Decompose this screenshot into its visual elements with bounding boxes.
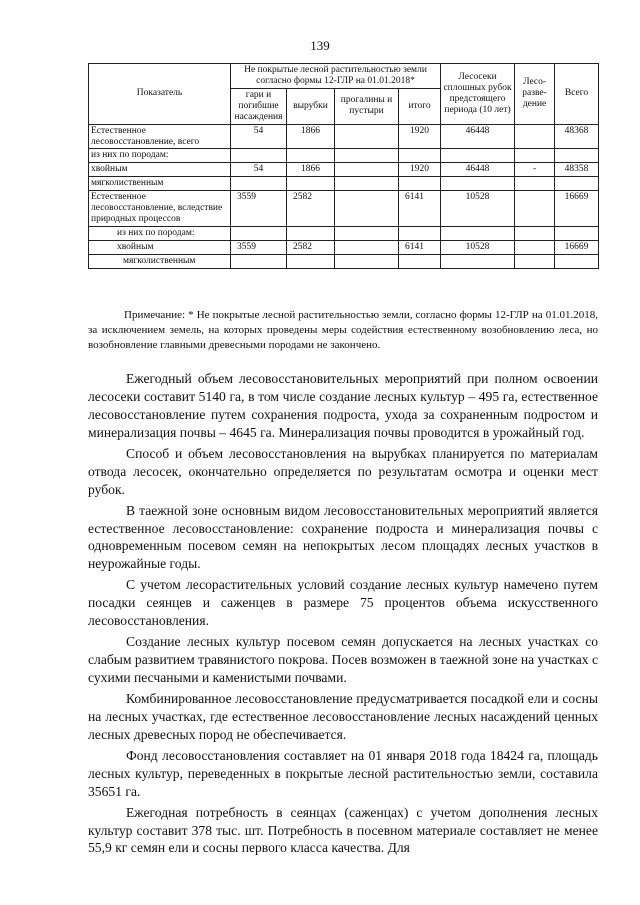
cell-glades xyxy=(335,226,399,240)
table-row xyxy=(89,149,599,163)
cell-afforestation xyxy=(515,177,555,191)
row-label: хвойным xyxy=(89,240,231,254)
row-label: из них по породам: xyxy=(89,226,231,240)
page-number: 139 xyxy=(310,38,330,53)
header-clearcut: Лесосеки сплошных рубок предстоящего периода (10 лет) xyxy=(441,64,515,125)
cell-total xyxy=(555,254,599,268)
cell-cuttings xyxy=(287,177,335,191)
paragraph: Способ и объем лесовосстановления на вырубках планируется по материалам отвода лесосек, окончательно определяется по результатам осмотра и оценки мест рубок. xyxy=(88,445,598,497)
cell-subtotal: 1920 xyxy=(399,163,441,177)
cell-subtotal: 1920 xyxy=(399,124,441,149)
cell-total xyxy=(555,149,599,163)
cell-total: 16669 xyxy=(555,191,599,227)
cell-cuttings: 1866 xyxy=(287,163,335,177)
header-group-not-covered: Не покрытые лесной растительностью земли согласно формы 12-ГЛР на 01.01.2018* xyxy=(231,64,441,89)
cell-afforestation: - xyxy=(515,163,555,177)
cell-total xyxy=(555,226,599,240)
cell-subtotal: 6141 xyxy=(399,191,441,227)
header-cuttings: вырубки xyxy=(287,88,335,124)
table-row xyxy=(89,177,599,191)
cell-burned xyxy=(231,254,287,268)
cell-total: 48358 xyxy=(555,163,599,177)
table-row xyxy=(89,163,599,177)
cell-afforestation xyxy=(515,254,555,268)
cell-afforestation xyxy=(515,226,555,240)
header-glades: прогалины и пустыри xyxy=(335,88,399,124)
header-burned: гари и погибшие насаждения xyxy=(231,88,287,124)
cell-afforestation xyxy=(515,240,555,254)
cell-subtotal xyxy=(399,149,441,163)
cell-clearcut: 10528 xyxy=(441,191,515,227)
table-row xyxy=(89,226,599,240)
header-subtotal: итого xyxy=(399,88,441,124)
afforestation-table xyxy=(88,63,599,269)
table-row xyxy=(89,240,599,254)
cell-afforestation xyxy=(515,191,555,227)
row-label: Естественное лесовосстановление, вследствие природных процессов xyxy=(89,191,231,227)
row-label: мягколиственным xyxy=(89,254,231,268)
cell-total: 16669 xyxy=(555,240,599,254)
cell-glades xyxy=(335,149,399,163)
cell-afforestation xyxy=(515,124,555,149)
body-text xyxy=(88,370,598,860)
cell-glades xyxy=(335,191,399,227)
cell-clearcut xyxy=(441,226,515,240)
paragraph: Создание лесных культур посевом семян допускается на лесных участках со слабым развитием травянистого покрова. Посев возможен в таежной зоне на участках с сухими песчаными и каменистыми почвами. xyxy=(88,634,598,685)
cell-glades xyxy=(335,124,399,149)
cell-clearcut: 10528 xyxy=(441,240,515,254)
paragraph: Ежегодная потребность в сеянцах (саженцах) с учетом дополнения лесных культур составит 378 тыс. шт. Потребность в посевном материале составляет не менее 55,9 кг семян ели и сосны первого класса качества. Для xyxy=(88,804,598,856)
table-row xyxy=(89,254,599,268)
header-total: Всего xyxy=(555,64,599,125)
table-row xyxy=(89,191,599,227)
cell-clearcut xyxy=(441,149,515,163)
paragraph: Ежегодный объем лесовосстановительных мероприятий при полном освоении лесосеки составит 5140 га, в том числе создание лесных культур – 495 га, естественное лесовосстановление путем сохранения подроста, ухода за сохраненным подростом и минерализация почвы – 4645 га. Минерализация почвы проводится в урожайный год. xyxy=(88,371,598,440)
cell-clearcut xyxy=(441,254,515,268)
cell-glades xyxy=(335,254,399,268)
cell-subtotal xyxy=(399,177,441,191)
cell-burned: 54 xyxy=(231,124,287,149)
header-afforestation: Лесо-разве-дение xyxy=(515,64,555,125)
paragraph: Комбинированное лесовосстановление предусматривается посадкой ели и сосны на лесных участках, где естественное лесовосстановление лесных насаждений ценных лесных древесных пород не обеспечивается. xyxy=(88,690,598,742)
row-label: из них по породам: xyxy=(89,149,231,163)
cell-clearcut: 46448 xyxy=(441,163,515,177)
header-indicator: Показатель xyxy=(89,64,231,125)
cell-subtotal xyxy=(399,226,441,240)
cell-burned xyxy=(231,177,287,191)
cell-glades xyxy=(335,163,399,177)
cell-glades xyxy=(335,177,399,191)
cell-total xyxy=(555,177,599,191)
cell-cuttings xyxy=(287,254,335,268)
cell-total: 48368 xyxy=(555,124,599,149)
cell-cuttings xyxy=(287,226,335,240)
cell-clearcut xyxy=(441,177,515,191)
cell-cuttings: 1866 xyxy=(287,124,335,149)
paragraph: Фонд лесовосстановления составляет на 01 января 2018 года 18424 га, площадь лесных культур, переведенных в покрытые лесной растительностью земли, составила 35651 га. xyxy=(88,747,598,799)
cell-burned: 3559 xyxy=(231,240,287,254)
cell-glades xyxy=(335,240,399,254)
cell-cuttings: 2582 xyxy=(287,240,335,254)
cell-cuttings: 2582 xyxy=(287,191,335,227)
cell-cuttings xyxy=(287,149,335,163)
table-row xyxy=(89,124,599,149)
cell-burned: 54 xyxy=(231,163,287,177)
row-label: Естественное лесовосстановление, всего xyxy=(89,124,231,149)
cell-burned: 3559 xyxy=(231,191,287,227)
cell-subtotal xyxy=(399,254,441,268)
cell-subtotal: 6141 xyxy=(399,240,441,254)
cell-clearcut: 46448 xyxy=(441,124,515,149)
row-label: мягколиственным xyxy=(89,177,231,191)
cell-burned xyxy=(231,226,287,240)
cell-afforestation xyxy=(515,149,555,163)
paragraph: С учетом лесорастительных условий создание лесных культур намечено путем посадки сеянцев и саженцев в размере 75 процентов объема искусственного лесовосстановления. xyxy=(88,577,598,629)
paragraph: В таежной зоне основным видом лесовосстановительных мероприятий является естественное лесовосстановление: сохранение подроста и минерализация почвы с одновременным посевом семян на непокрытых лесом площадях лесных участков в неурожайные годы. xyxy=(88,502,598,572)
table-footnote: Примечание: * Не покрытые лесной растительностью земли, согласно формы 12-ГЛР на 01.01.2018, за исключением земель, на которых проведены меры содействия естественному возобновлению леса, но возобновление главными древесными породами не закончено. xyxy=(88,309,598,351)
row-label: хвойным xyxy=(89,163,231,177)
cell-burned xyxy=(231,149,287,163)
